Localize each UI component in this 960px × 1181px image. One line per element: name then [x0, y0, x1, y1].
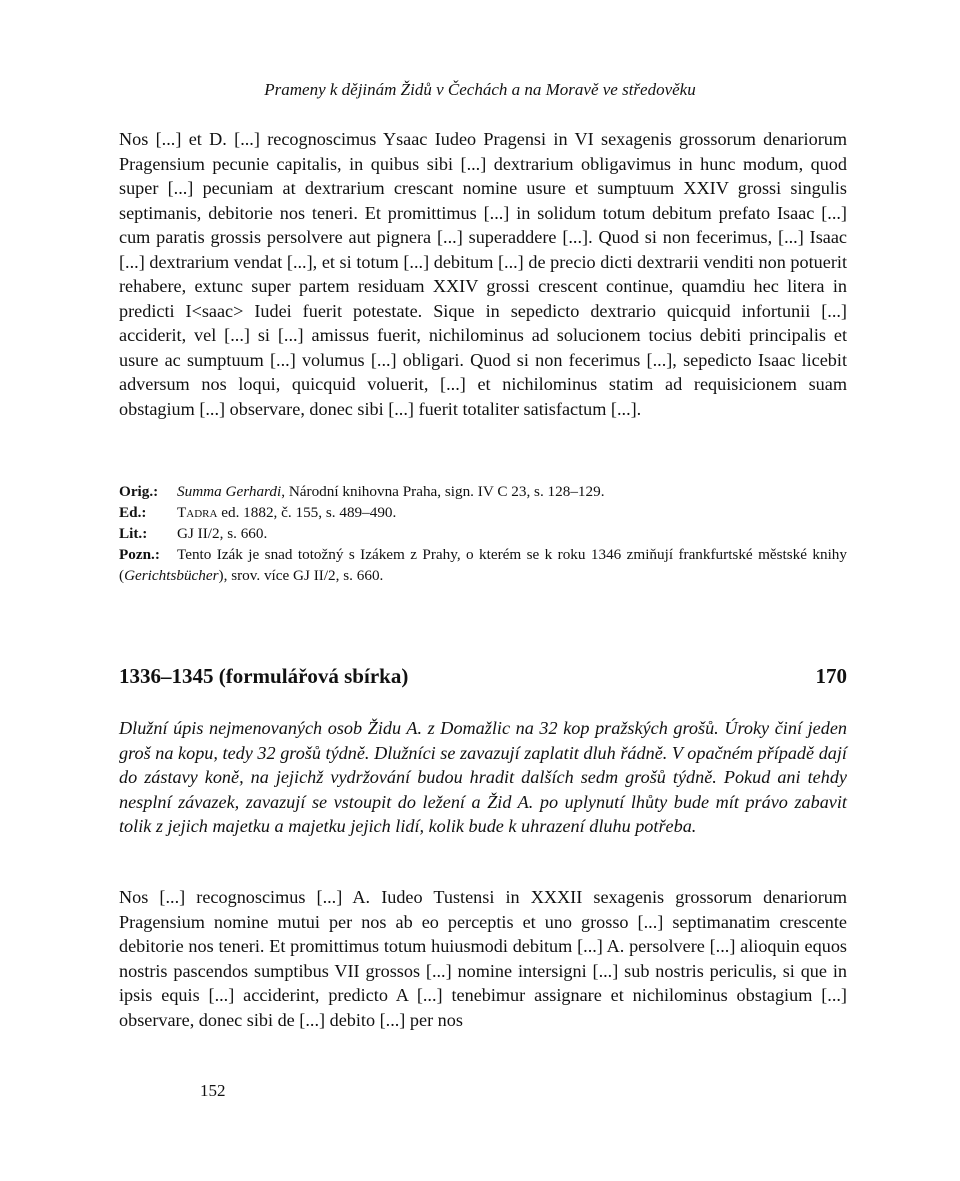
note-orig-title: Summa Gerhardi: [177, 483, 282, 500]
note-pozn-text1: Tento Izák je snad totožný s Izákem z Prahy, o kterém se k roku 1346 zmiňují frankfurtské městské knihy (: [119, 546, 847, 584]
entry-summary: Dlužní úpis nejmenovaných osob Židu A. z Domažlic na 32 kop pražských grošů. Úroky činí jeden groš na kopu, tedy 32 grošů týdně. Dlužníci se zavazují zaplatit dluh řádně. V opačném případě dají do zástavy koně, na jejichž vydržování budou hradit dalších sedm grošů týdně. Pokud ani tehdy nesplní závazek, zavazují se vstoupit do ležení a Žid A. po uplynutí lhůty bude mít právo zabavit tolik z jejich majetku a majetku jejich lidí, kolik bude k uhrazení dluhu potřeba.: [119, 718, 847, 836]
entry-heading: [119, 664, 847, 689]
page-number: 152: [200, 1081, 226, 1100]
note-lit: [119, 523, 847, 544]
note-ed-label: Ed.:: [119, 504, 147, 521]
note-orig: [119, 481, 847, 502]
note-pozn-label: Pozn.:: [119, 546, 160, 563]
apparatus-notes: [119, 481, 847, 586]
note-ed: [119, 502, 847, 523]
note-ed-author: Tadra: [177, 504, 218, 521]
note-pozn-text2: ), srov. více GJ II/2, s. 660.: [218, 567, 384, 584]
entry-date: 1336–1345 (formulářová sbírka): [119, 664, 409, 688]
running-header: Prameny k dějinám Židů v Čechách a na Moravě ve středověku: [264, 80, 696, 99]
latin-text-prev-entry: Nos [...] et D. [...] recognoscimus Ysaac Iudeo Pragensi in VI sexagenis grossorum denariorum Pragensium pecunie capitalis, in quibus sibi [...] dextrarium obligavimus in hunc modum, quod super [...] pecuniam at dextrarium crescant nomine usure et sumptuum XXIV grossi singulis septimanis, debitorie nos teneri. Et promittimus [...] in solidum totum debitum prefato Isaac [...] cum paratis grossis persolvere aut pignera [...] superaddere [...]. Quod si non fecerimus, [...] Isaac [...] dextrarium vendat [...], et si totum [...] debitum [...] de precio dicti dextrarii venditi non potuerit rehabere, extunc super partem residuam XXIV grossi crescent continue, quamdiu hec litera in predicti I<saac> Iudei fuerit potestate. Sique in sepedicto dextrario quicquid infortunii [...] acciderit, vel [...] si [...] amissus fuerit, nichilominus ad solucionem tocius debiti principalis et usure ac sumptuum [...] volumus [...] obligari. Quod si non fecerimus [...], sepedicto Isaac licebit adversum nos loqui, quicquid voluerit, [...] et nichilominus statim ad requisicionem suam obstagium [...] observare, donec sibi [...] fuerit totaliter satisfactum [...].: [119, 129, 847, 419]
note-orig-label: Orig.:: [119, 483, 159, 500]
note-lit-text: GJ II/2, s. 660.: [177, 525, 268, 542]
note-pozn-italic: Gerichtsbücher: [124, 567, 219, 584]
note-pozn: [119, 544, 847, 586]
note-orig-rest: , Národní knihovna Praha, sign. IV C 23, s. 128–129.: [281, 483, 605, 500]
note-lit-label: Lit.:: [119, 525, 148, 542]
entry-number: 170: [815, 664, 847, 688]
latin-text-entry: Nos [...] recognoscimus [...] A. Iudeo Tustensi in XXXII sexagenis grossorum denariorum Pragensium nomine mutui per nos ab eo perceptis et uno grosso [...] septimanatim crescente debitorie nos teneri. Et promittimus totum huiusmodi debitum [...] A. persolvere [...] alioquin equos nostris pascendos sumptibus VII grossos [...] nomine intersigni [...] sub nostris periculis, si que in ipsis equis [...] acciderint, predicto A [...] tenebimur assignare et nichilominus obstagium [...] observare, donec sibi de [...] debito [...] per nos: [119, 887, 847, 1030]
note-ed-rest: ed. 1882, č. 155, s. 489–490.: [217, 504, 397, 521]
